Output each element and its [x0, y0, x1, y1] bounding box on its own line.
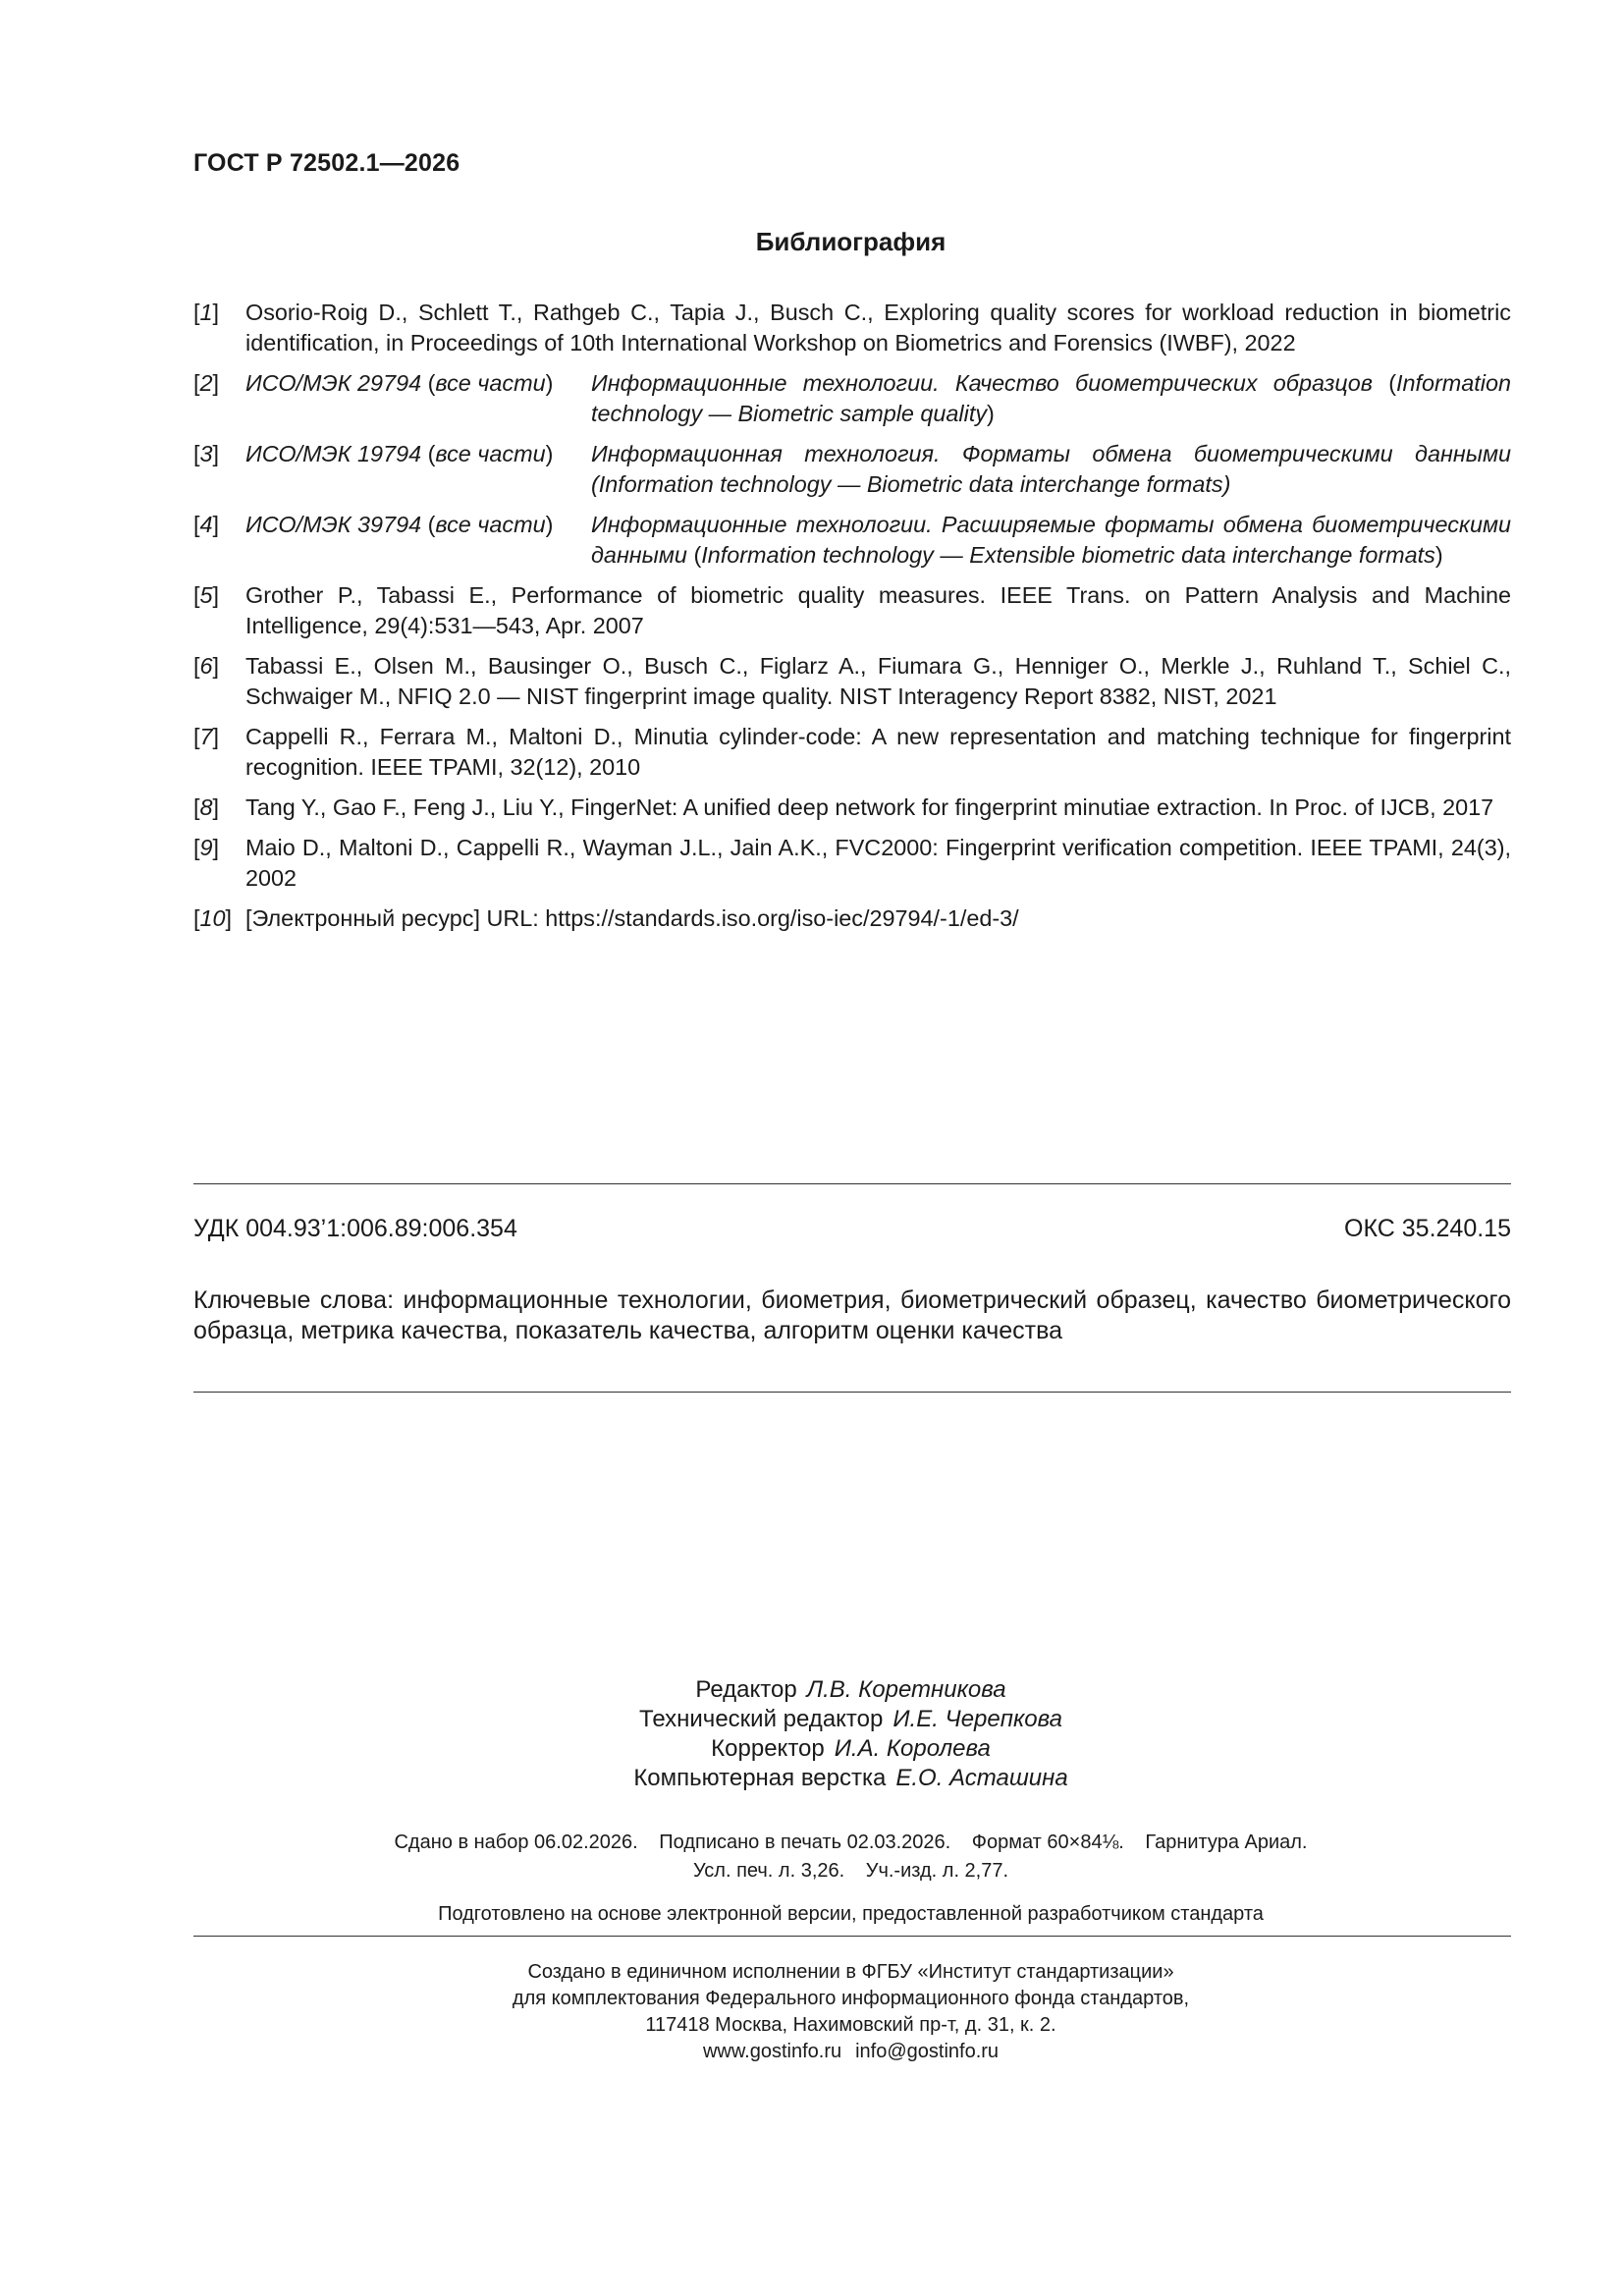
bibliography-entry: [193, 651, 1511, 712]
keywords: Ключевые слова: информационные технологии, биометрия, биометрический образец, качество биометрического образца, метрика качества, показатель качества, алгоритм оценки качества: [193, 1286, 1511, 1344]
entry-text: Osorio-Roig D., Schlett T., Rathgeb C., Tapia J., Busch C., Exploring quality scores for workload reduction in biometric identification, in Proceedings of 10th International Workshop on Biometrics and Forensics (IWBF), 2022: [245, 300, 1511, 355]
email-link[interactable]: info@gostinfo.ru: [855, 2041, 1000, 2062]
bibliography-entry: [193, 722, 1511, 783]
print-info-line: [0, 1857, 1623, 1886]
bibliography-entry: [193, 510, 1511, 571]
entry-number: [8]: [193, 794, 220, 820]
website-link[interactable]: www.gostinfo.ru: [702, 2041, 842, 2062]
entry-number: [3]: [193, 441, 220, 466]
entry-number: [6]: [193, 653, 220, 679]
edition-sheets: Уч.-изд. л. 2,77.: [865, 1860, 1009, 1882]
entry-text: Tabassi E., Olsen M., Bausinger O., Busch C., Figlarz A., Fiumara G., Henniger O., Merkle J., Ruhland T., Schiel C., Schwaiger M., NFIQ 2.0 — NIST fingerprint image quality. NIST Interagency Report 8382, NIST, 2021: [245, 653, 1511, 709]
publisher-line: для комплектования Федерального информационного фонда стандартов,: [512, 1988, 1190, 2009]
entry-number: [2]: [193, 370, 220, 396]
bibliography-entry: [193, 580, 1511, 641]
staff-line: [0, 1734, 1623, 1764]
print-info-line: [0, 1829, 1623, 1857]
standard-title: Информационная технология. Форматы обмена биометрическими данными (Information technology — Biometric data interchange formats): [591, 441, 1511, 497]
print-info: [0, 1829, 1623, 1886]
staff-name: Л.В. Коретникова: [806, 1676, 1006, 1703]
publisher-contacts: [0, 2039, 1623, 2065]
printed-sheets: Усл. печ. л. 3,26.: [692, 1860, 845, 1882]
prepared-note: Подготовлено на основе электронной версии, предоставленной разработчиком стандарта: [438, 1903, 1264, 1925]
standard-code: ГОСТ Р 72502.1—2026: [193, 149, 460, 177]
paper-format: Формат 60×84⅛.: [971, 1831, 1124, 1853]
publisher-address: 117418 Москва, Нахимовский пр-т, д. 31, к. 2.: [645, 2014, 1056, 2036]
oks-code: ОКС 35.240.15: [1344, 1215, 1511, 1242]
entry-number: [1]: [193, 300, 220, 325]
standard-reference: ИСО/МЭК 19794 (все части): [245, 441, 554, 466]
staff-role: Технический редактор: [639, 1706, 884, 1732]
bibliography-entry: [193, 298, 1511, 358]
standard-reference: ИСО/МЭК 39794 (все части): [245, 512, 554, 537]
signed-date: Подписано в печать 02.03.2026.: [659, 1831, 951, 1853]
staff-name: И.А. Королева: [834, 1735, 991, 1762]
editorial-staff: [0, 1675, 1623, 1793]
staff-line: [0, 1705, 1623, 1734]
entry-number: [7]: [193, 724, 220, 749]
publisher-info: [0, 1959, 1623, 2065]
staff-line: [0, 1764, 1623, 1793]
bibliography-entry: [193, 833, 1511, 894]
entry-text: Cappelli R., Ferrara M., Maltoni D., Minutia cylinder-code: A new representation and matching technique for fingerprint recognition. IEEE TPAMI, 32(12), 2010: [245, 724, 1511, 780]
typeface: Гарнитура Ариал.: [1145, 1831, 1308, 1853]
entry-text: [Электронный ресурс] URL: https://standards.iso.org/iso-iec/29794/-1/ed-3/: [245, 905, 1019, 931]
entry-number: [5]: [193, 582, 220, 608]
standard-title: Информационные технологии. Качество биометрических образцов (Information technology — Biometric sample quality): [591, 370, 1511, 426]
staff-name: И.Е. Черепкова: [893, 1706, 1062, 1732]
divider-bottom: [193, 1936, 1511, 1937]
staff-role: Редактор: [695, 1676, 797, 1703]
staff-role: Корректор: [711, 1735, 825, 1762]
bibliography-entry: [193, 439, 1511, 500]
typeset-date: Сдано в набор 06.02.2026.: [394, 1831, 638, 1853]
staff-line: [0, 1675, 1623, 1705]
entry-number: [9]: [193, 835, 220, 860]
bibliography-entry: [193, 903, 1511, 934]
bibliography-list: [193, 298, 1511, 944]
staff-role: Компьютерная верстка: [633, 1765, 887, 1791]
entry-number: [4]: [193, 512, 220, 537]
bibliography-entry: [193, 793, 1511, 823]
entry-number: [10]: [193, 905, 233, 931]
entry-text: Tang Y., Gao F., Feng J., Liu Y., FingerNet: A unified deep network for fingerprint minutiae extraction. In Proc. of IJCB, 2017: [245, 794, 1494, 820]
udc-code: УДК 004.93’1:006.89:006.354: [193, 1215, 517, 1242]
standard-reference: ИСО/МЭК 29794 (все части): [245, 370, 554, 396]
divider-keywords: [193, 1392, 1511, 1393]
bibliography-entry: [193, 368, 1511, 429]
standard-title: Информационные технологии. Расширяемые форматы обмена биометрическими данными (Information technology — Extensible biometric data interchange formats): [591, 512, 1511, 568]
entry-text: Grother P., Tabassi E., Performance of biometric quality measures. IEEE Trans. on Pattern Analysis and Machine Intelligence, 29(4):531—543, Apr. 2007: [245, 582, 1511, 638]
entry-text: Maio D., Maltoni D., Cappelli R., Wayman J.L., Jain A.K., FVC2000: Fingerprint verification competition. IEEE TPAMI, 24(3), 2002: [245, 835, 1511, 891]
bibliography-title: Библиография: [755, 227, 947, 256]
staff-name: Е.О. Асташина: [895, 1765, 1068, 1791]
divider-top: [193, 1183, 1511, 1184]
publisher-line: Создано в единичном исполнении в ФГБУ «Институт стандартизации»: [527, 1961, 1174, 1983]
